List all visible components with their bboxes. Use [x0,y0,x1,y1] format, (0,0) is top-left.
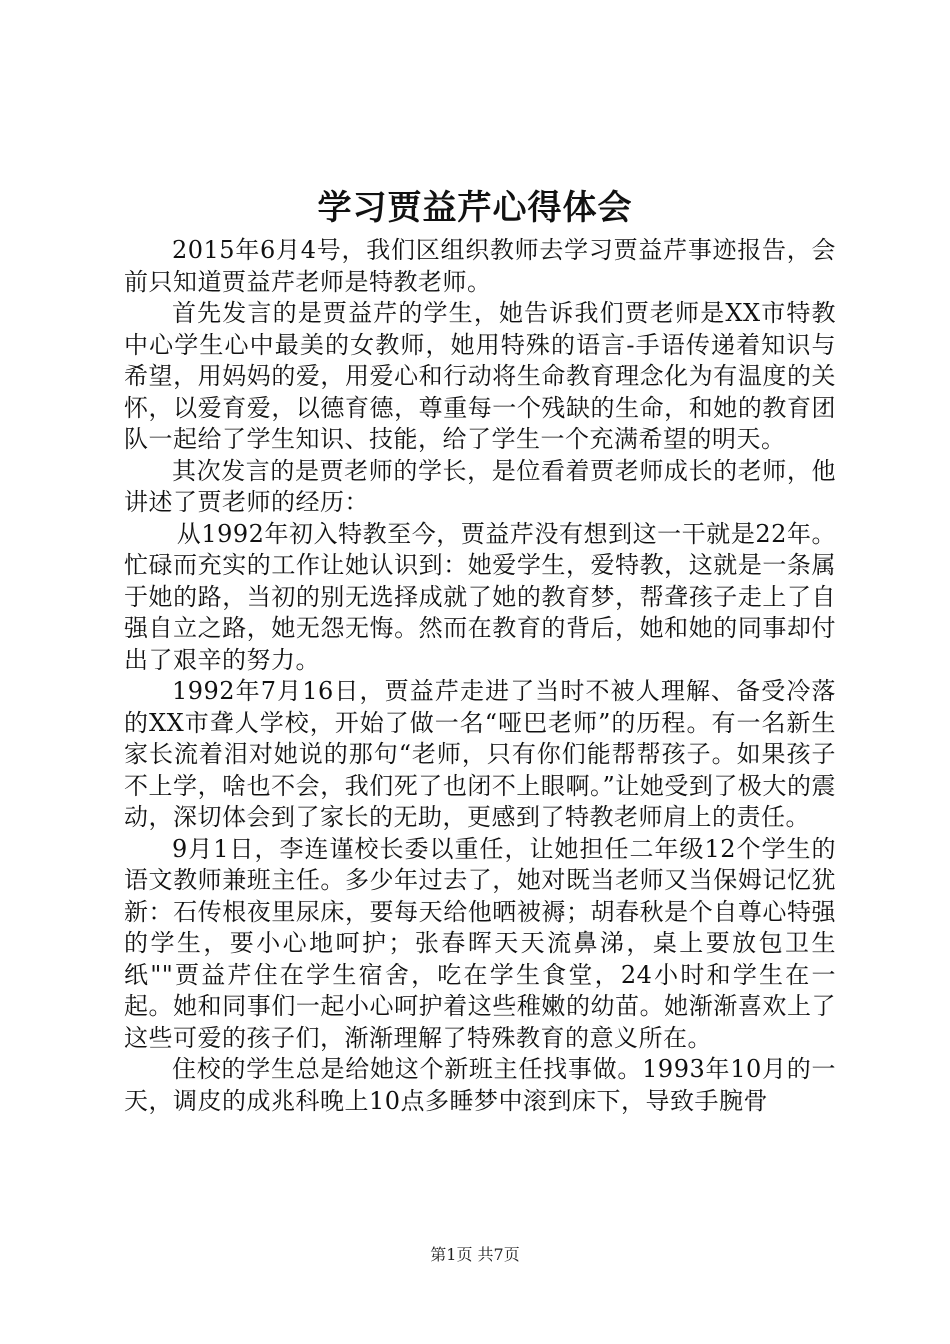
document-title: 学习贾益芹心得体会 [317,188,633,228]
paragraph: 2015年6月4号，我们区组织教师去学习贾益芹事迹报告，会前只知道贾益芹老师是特教老师。 [124,236,836,296]
paragraph: 其次发言的是贾老师的学长，是位看着贾老师成长的老师，他讲述了贾老师的经历： [124,456,836,516]
paragraph: 1992年7月16日，贾益芹走进了当时不被人理解、备受冷落的XX市聋人学校，开始了做一名“哑巴老师”的历程。有一名新生家长流着泪对她说的那句“老师，只有你们能帮帮孩子。如果孩子不上学，啥也不会，我们死了也闭不上眼啊。”让她受到了极大的震动，深切体会到了家长的无助，更感到了特教老师肩上的责任。 [124,677,836,831]
paragraph: 住校的学生总是给她这个新班主任找事做。1993年10月的一天，调皮的成兆科晚上10点多睡梦中滚到床下，导致手腕骨 [124,1055,836,1115]
document-body [124,235,836,1117]
paragraph: 9月1日，李连谨校长委以重任，让她担任二年级12个学生的语文教师兼班主任。多少年过去了，她对既当老师又当保姆记忆犹新：石传根夜里尿床，要每天给他晒被褥；胡春秋是个自尊心特强的学生，要小心地呵护；张春晖天天流鼻涕，桌上要放包卫生纸""贾益芹住在学生宿舍，吃在学生食堂，24小时和学生在一起。她和同事们一起小心呵护着这些稚嫩的幼苗。她渐渐喜欢上了这些可爱的孩子们，渐渐理解了特殊教育的意义所在。 [124,834,836,1052]
paragraph: 从1992年初入特教至今，贾益芹没有想到这一干就是22年。忙碌而充实的工作让她认识到：她爱学生，爱特教，这就是一条属于她的路，当初的别无选择成就了她的教育梦，帮聋孩子走上了自强自立之路，她无怨无悔。然而在教育的背后，她和她的同事却付出了艰辛的努力。 [124,519,836,674]
page-number-footer: 第1页 共7页 [430,1245,520,1264]
paragraph: 首先发言的是贾益芹的学生，她告诉我们贾老师是XX市特教中心学生心中最美的女教师，她用特殊的语言-手语传递着知识与希望，用妈妈的爱，用爱心和行动将生命教育理念化为有温度的关怀，以爱育爱，以德育德，尊重每一个残缺的生命，和她的教育团队一起给了学生知识、技能，给了学生一个充满希望的明天。 [124,299,836,453]
